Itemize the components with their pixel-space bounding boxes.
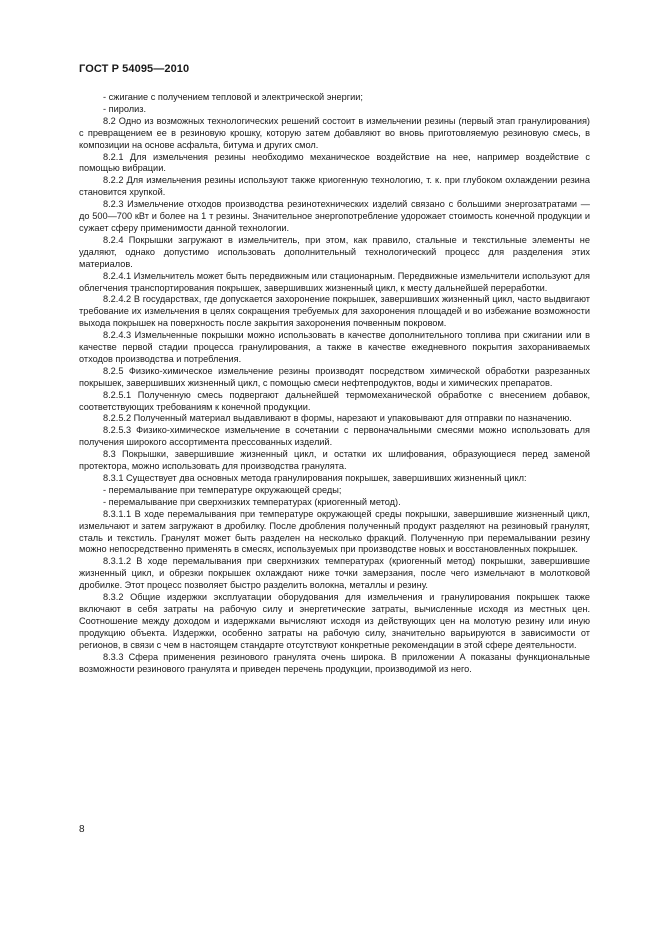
paragraph-8-2-5: 8.2.5 Физико-химическое измельчение резины производят посредством химической обработки разрезанных покрышек, завершивших жизненный цикл, с помощью смеси нефтепродуктов, воды и химических препаратов. — [79, 365, 590, 388]
paragraph-8-3-3: 8.3.3 Сфера применения резинового гранулята очень широка. В приложении А показаны функциональные возможности резинового гранулята и приведен перечень продукции, производимой из него. — [79, 651, 590, 674]
paragraph-8-2-1: 8.2.1 Для измельчения резины необходимо механическое воздействие на нее, например воздействие с помощью вибрации. — [79, 151, 590, 174]
paragraph-8-2-2: 8.2.2 Для измельчения резины используют также криогенную технологию, т. к. при глубоком охлаждении резина становится хрупкой. — [79, 175, 590, 198]
document-body — [79, 92, 590, 675]
paragraph-8-3-1-1: 8.3.1.1 В ходе перемалывания при температуре окружающей среды покрышки, завершившие жизненный цикл, измельчают и затем загружают в дробилку. После дробления полученный продукт разделяют на резиновый гранулят, сталь и текстиль. Гранулят может быть разделен на несколько фракций. Полученную при перемалывании резину можно непосредственно применять в смесях, используемых при производстве новых и восстановленных покрышек. — [79, 508, 590, 555]
paragraph-8-3-1-2: 8.3.1.2 В ходе перемалывания при сверхнизких температурах (криогенный метод) покрышки, завершившие жизненный цикл, и обрезки покрышек охлаждают ниже точки замерзания, после чего измельчают в молотковой дробилке. Этот процесс позволяет быстро разделить волокна, металлы и резину. — [79, 556, 590, 591]
paragraph-8-3-1: 8.3.1 Существует два основных метода гранулирования покрышек, завершивших жизненный цикл: — [103, 473, 527, 483]
paragraph-8-2-4-2: 8.2.4.2 В государствах, где допускается захоронение покрышек, завершивших жизненный цикл, часто выдвигают требование их измельчения в целях сокращения требуемых для захоронения площадей и во избежание возможности выхода покрышек на поверхность после закрытия захоронения почвенным покровом. — [79, 294, 590, 329]
paragraph-8-2: 8.2 Одно из возможных технологических решений состоит в измельчении резины (первый этап гранулирования) с превращением ее в резиновую крошку, которую затем добавляют во вновь приготовляемую резиновую смесь, в композиции на основе асфальта, битума и других смол. — [79, 115, 590, 150]
paragraph-8-2-4-1: 8.2.4.1 Измельчитель может быть передвижным или стационарным. Передвижные измельчители используют для облегчения транспортирования покрышек, завершивших жизненный цикл, к месту дальнейшей переработки. — [79, 270, 590, 293]
list-item: - пиролиз. — [103, 103, 146, 114]
paragraph-8-3: 8.3 Покрышки, завершившие жизненный цикл, и остатки их шлифования, образующиеся перед заменой протектора, можно использовать для производства гранулята. — [79, 449, 590, 472]
paragraph-8-2-3: 8.2.3 Измельчение отходов производства резинотехнических изделий связано с большими энергозатратами — до 500—700 кВт и более на 1 т резины. Значительное энергопотребление удорожает стоимость конечной продукции и сужает сферу применимости данной технологии. — [79, 199, 590, 233]
list-item: - перемалывание при сверхнизких температурах (криогенный метод). — [103, 496, 401, 507]
paragraph-8-2-5-1: 8.2.5.1 Полученную смесь подвергают дальнейшей термомеханической обработке с внесением добавок, соответствующих требованиям к конечной продукции. — [79, 389, 590, 412]
paragraph-8-3-2: 8.3.2 Общие издержки эксплуатации оборудования для измельчения и гранулирования покрышек также включают в себя затраты на рабочую силу и энергетические затраты, вычисленные исходя из местных цен. Соотношение между доходом и издержками вычисляют исходя из действующих цен на молотую резину или иную продукцию объекта. Издержки, особенно затраты на рабочую силу, значительно варьируются в зависимости от регионов, в связи с чем в настоящем стандарте отсутствуют конкретные рекомендации в этой сфере деятельности. — [79, 592, 590, 650]
list-item: - перемалывание при температуре окружающей среды; — [103, 484, 342, 495]
paragraph-8-2-5-2: 8.2.5.2 Полученный материал выдавливают в формы, нарезают и упаковывают для отправки по назначению. — [103, 413, 572, 424]
page-number: 8 — [79, 824, 85, 835]
paragraph-8-2-5-3: 8.2.5.3 Физико-химическое измельчение в сочетании с первоначальными смесями можно использовать для получения широкого ассортимента прессованных изделий. — [79, 425, 590, 448]
paragraph-8-2-4: 8.2.4 Покрышки загружают в измельчитель, при этом, как правило, стальные и текстильные элементы не удаляют, однако допустимо использовать дополнительный технологический процесс для разделения этих материалов. — [79, 234, 590, 269]
document-header: ГОСТ Р 54095—2010 — [79, 63, 190, 75]
paragraph-8-2-4-3: 8.2.4.3 Измельченные покрышки можно использовать в качестве дополнительного топлива при сжигании или в качестве первой стадии процесса гранулирования, а также в качестве ежедневного покрытия захораниваемых отходов производства и потребления. — [79, 330, 590, 364]
list-item: - сжигание с получением тепловой и электрической энергии; — [103, 92, 363, 102]
